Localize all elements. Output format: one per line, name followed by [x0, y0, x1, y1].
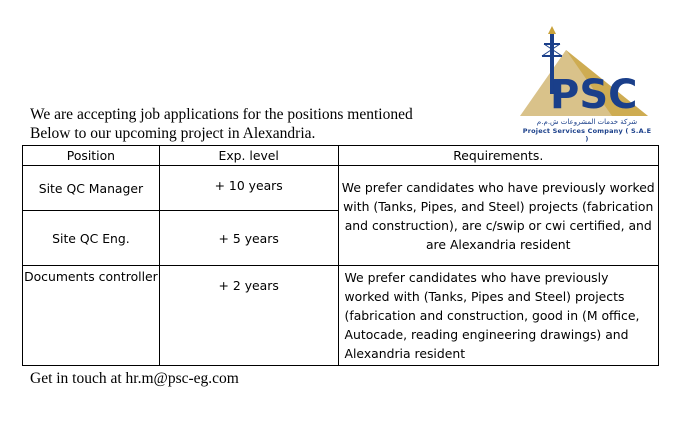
table-row [23, 266, 659, 366]
requirements-cell: We prefer candidates who have previously worked with (Tanks, Pipes and Steel) projects (fabrication and construction, good in (M office, Autocade, reading engineering drawings) and Alexandria resident [338, 266, 659, 366]
table-header-row [23, 146, 659, 166]
header-requirements: Requirements. [338, 146, 659, 166]
logo-arabic-name: شركة خدمات المشروعات ش.م.م [536, 118, 638, 126]
logo-flame-icon [548, 26, 556, 34]
experience-cell: + 10 years [159, 166, 338, 211]
experience-cell: + 2 years [159, 266, 338, 366]
intro-line-1: We are accepting job applications for the positions mentioned [30, 106, 413, 123]
experience-cell: + 5 years [159, 211, 338, 266]
positions-table [22, 145, 659, 366]
company-logo [516, 24, 652, 122]
position-cell: Site QC Manager [23, 166, 160, 211]
requirements-cell: We prefer candidates who have previously worked with (Tanks, Pipes, and Steel) projects (fabrication and construction), are c/swip or cwi certified, and are Alexandria resident [338, 166, 659, 266]
header-experience: Exp. level [159, 146, 338, 166]
header-position: Position [23, 146, 160, 166]
intro-text [30, 105, 413, 143]
logo-letters: PSC [550, 72, 638, 118]
table-row [23, 166, 659, 211]
contact-line: Get in touch at hr.m@psc-eg.com [30, 370, 239, 387]
intro-line-2: Below to our upcoming project in Alexandria. [30, 125, 316, 142]
logo-english-name: Project Services Company ( S.A.E ) [522, 127, 652, 143]
position-cell: Documents controller [23, 266, 160, 366]
position-cell: Site QC Eng. [23, 211, 160, 266]
